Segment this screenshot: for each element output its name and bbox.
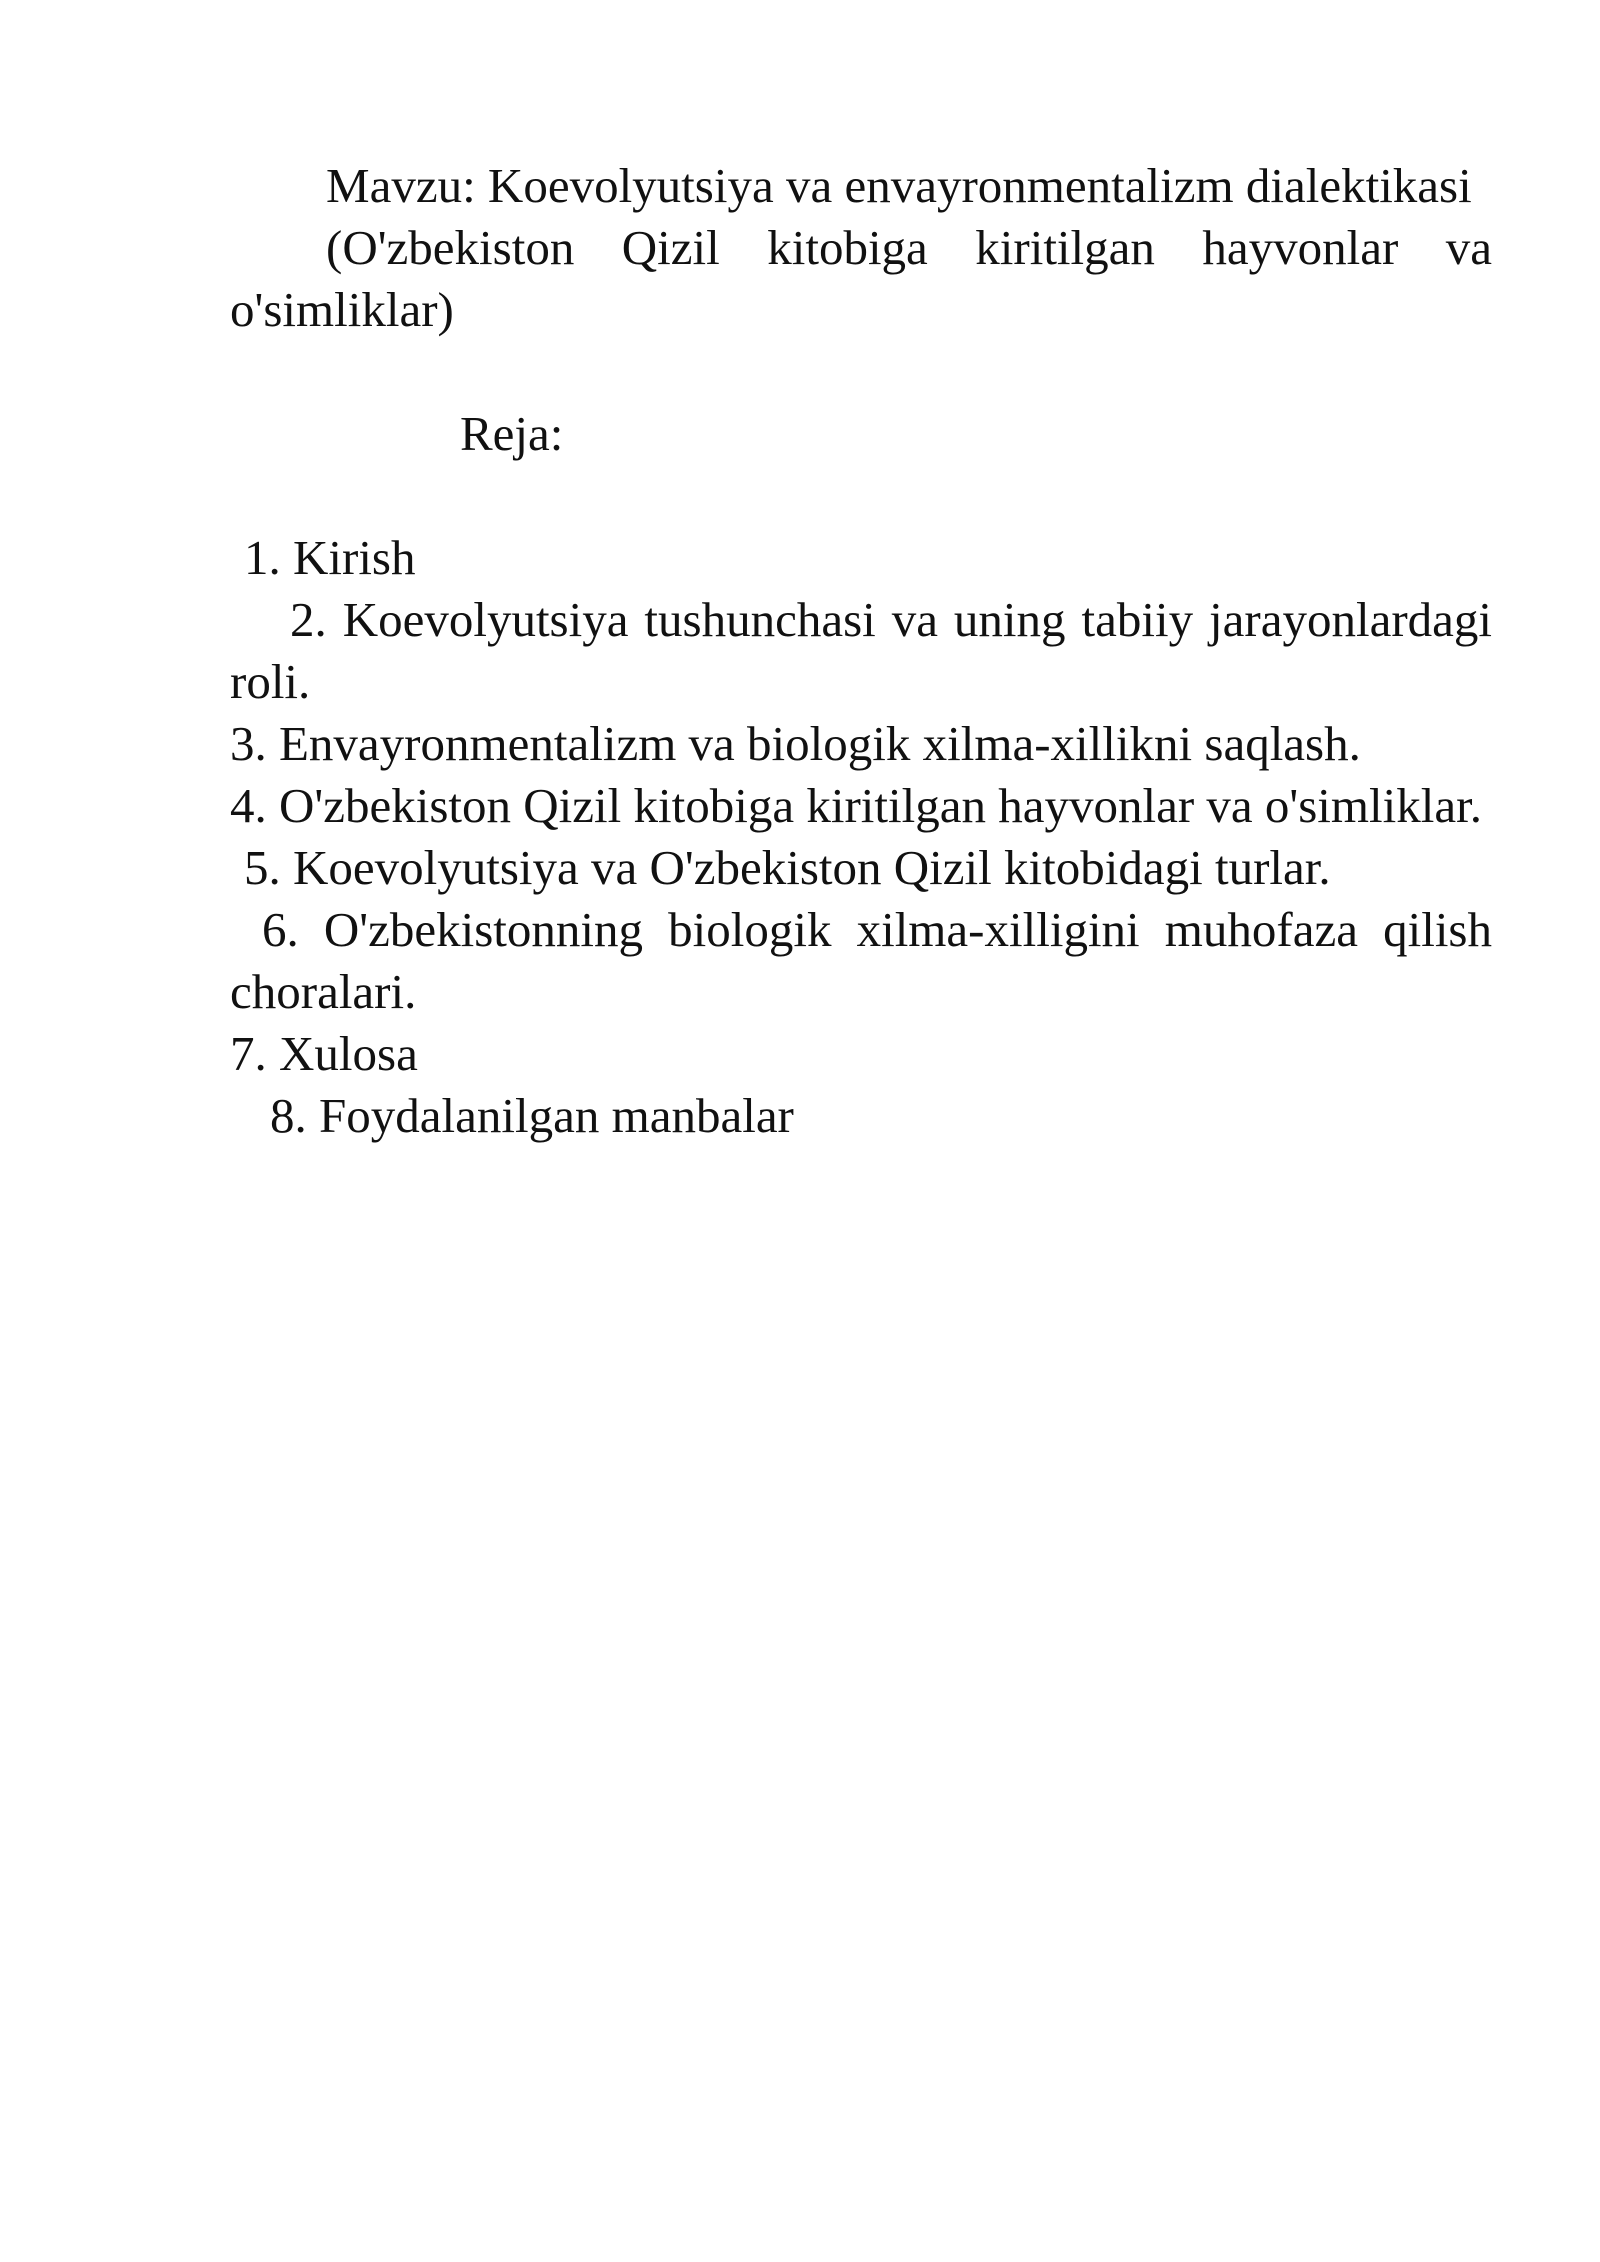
plan-item: 5. Koevolyutsiya va O'zbekiston Qizil kitobidagi turlar. <box>244 840 1331 895</box>
spacer <box>230 465 1492 527</box>
plan-item: 7. Xulosa <box>230 1026 418 1081</box>
plan-item: 4. O'zbekiston Qizil kitobiga kiritilgan hayvonlar va o'simliklar. <box>230 778 1482 833</box>
plan-heading: Reja: <box>460 406 564 461</box>
plan-item: 6. O'zbekistonning biologik xilma-xilligini muhofaza qilish choralari. <box>230 902 1492 1019</box>
document-subtitle: (O'zbekiston Qizil kitobiga kiritilgan hayvonlar va o'simliklar) <box>230 220 1492 337</box>
spacer <box>230 341 1492 403</box>
plan-item: 1. Kirish <box>244 530 416 585</box>
document-title: Mavzu: Koevolyutsiya va envayronmentalizm dialektikasi <box>326 158 1472 213</box>
plan-item: 2. Koevolyutsiya tushunchasi va uning tabiiy jarayonlardagi roli. <box>230 592 1492 709</box>
plan-item: 8. Foydalanilgan manbalar <box>270 1088 794 1143</box>
document-body <box>230 155 1492 1147</box>
plan-item: 3. Envayronmentalizm va biologik xilma-xillikni saqlash. <box>230 716 1361 771</box>
